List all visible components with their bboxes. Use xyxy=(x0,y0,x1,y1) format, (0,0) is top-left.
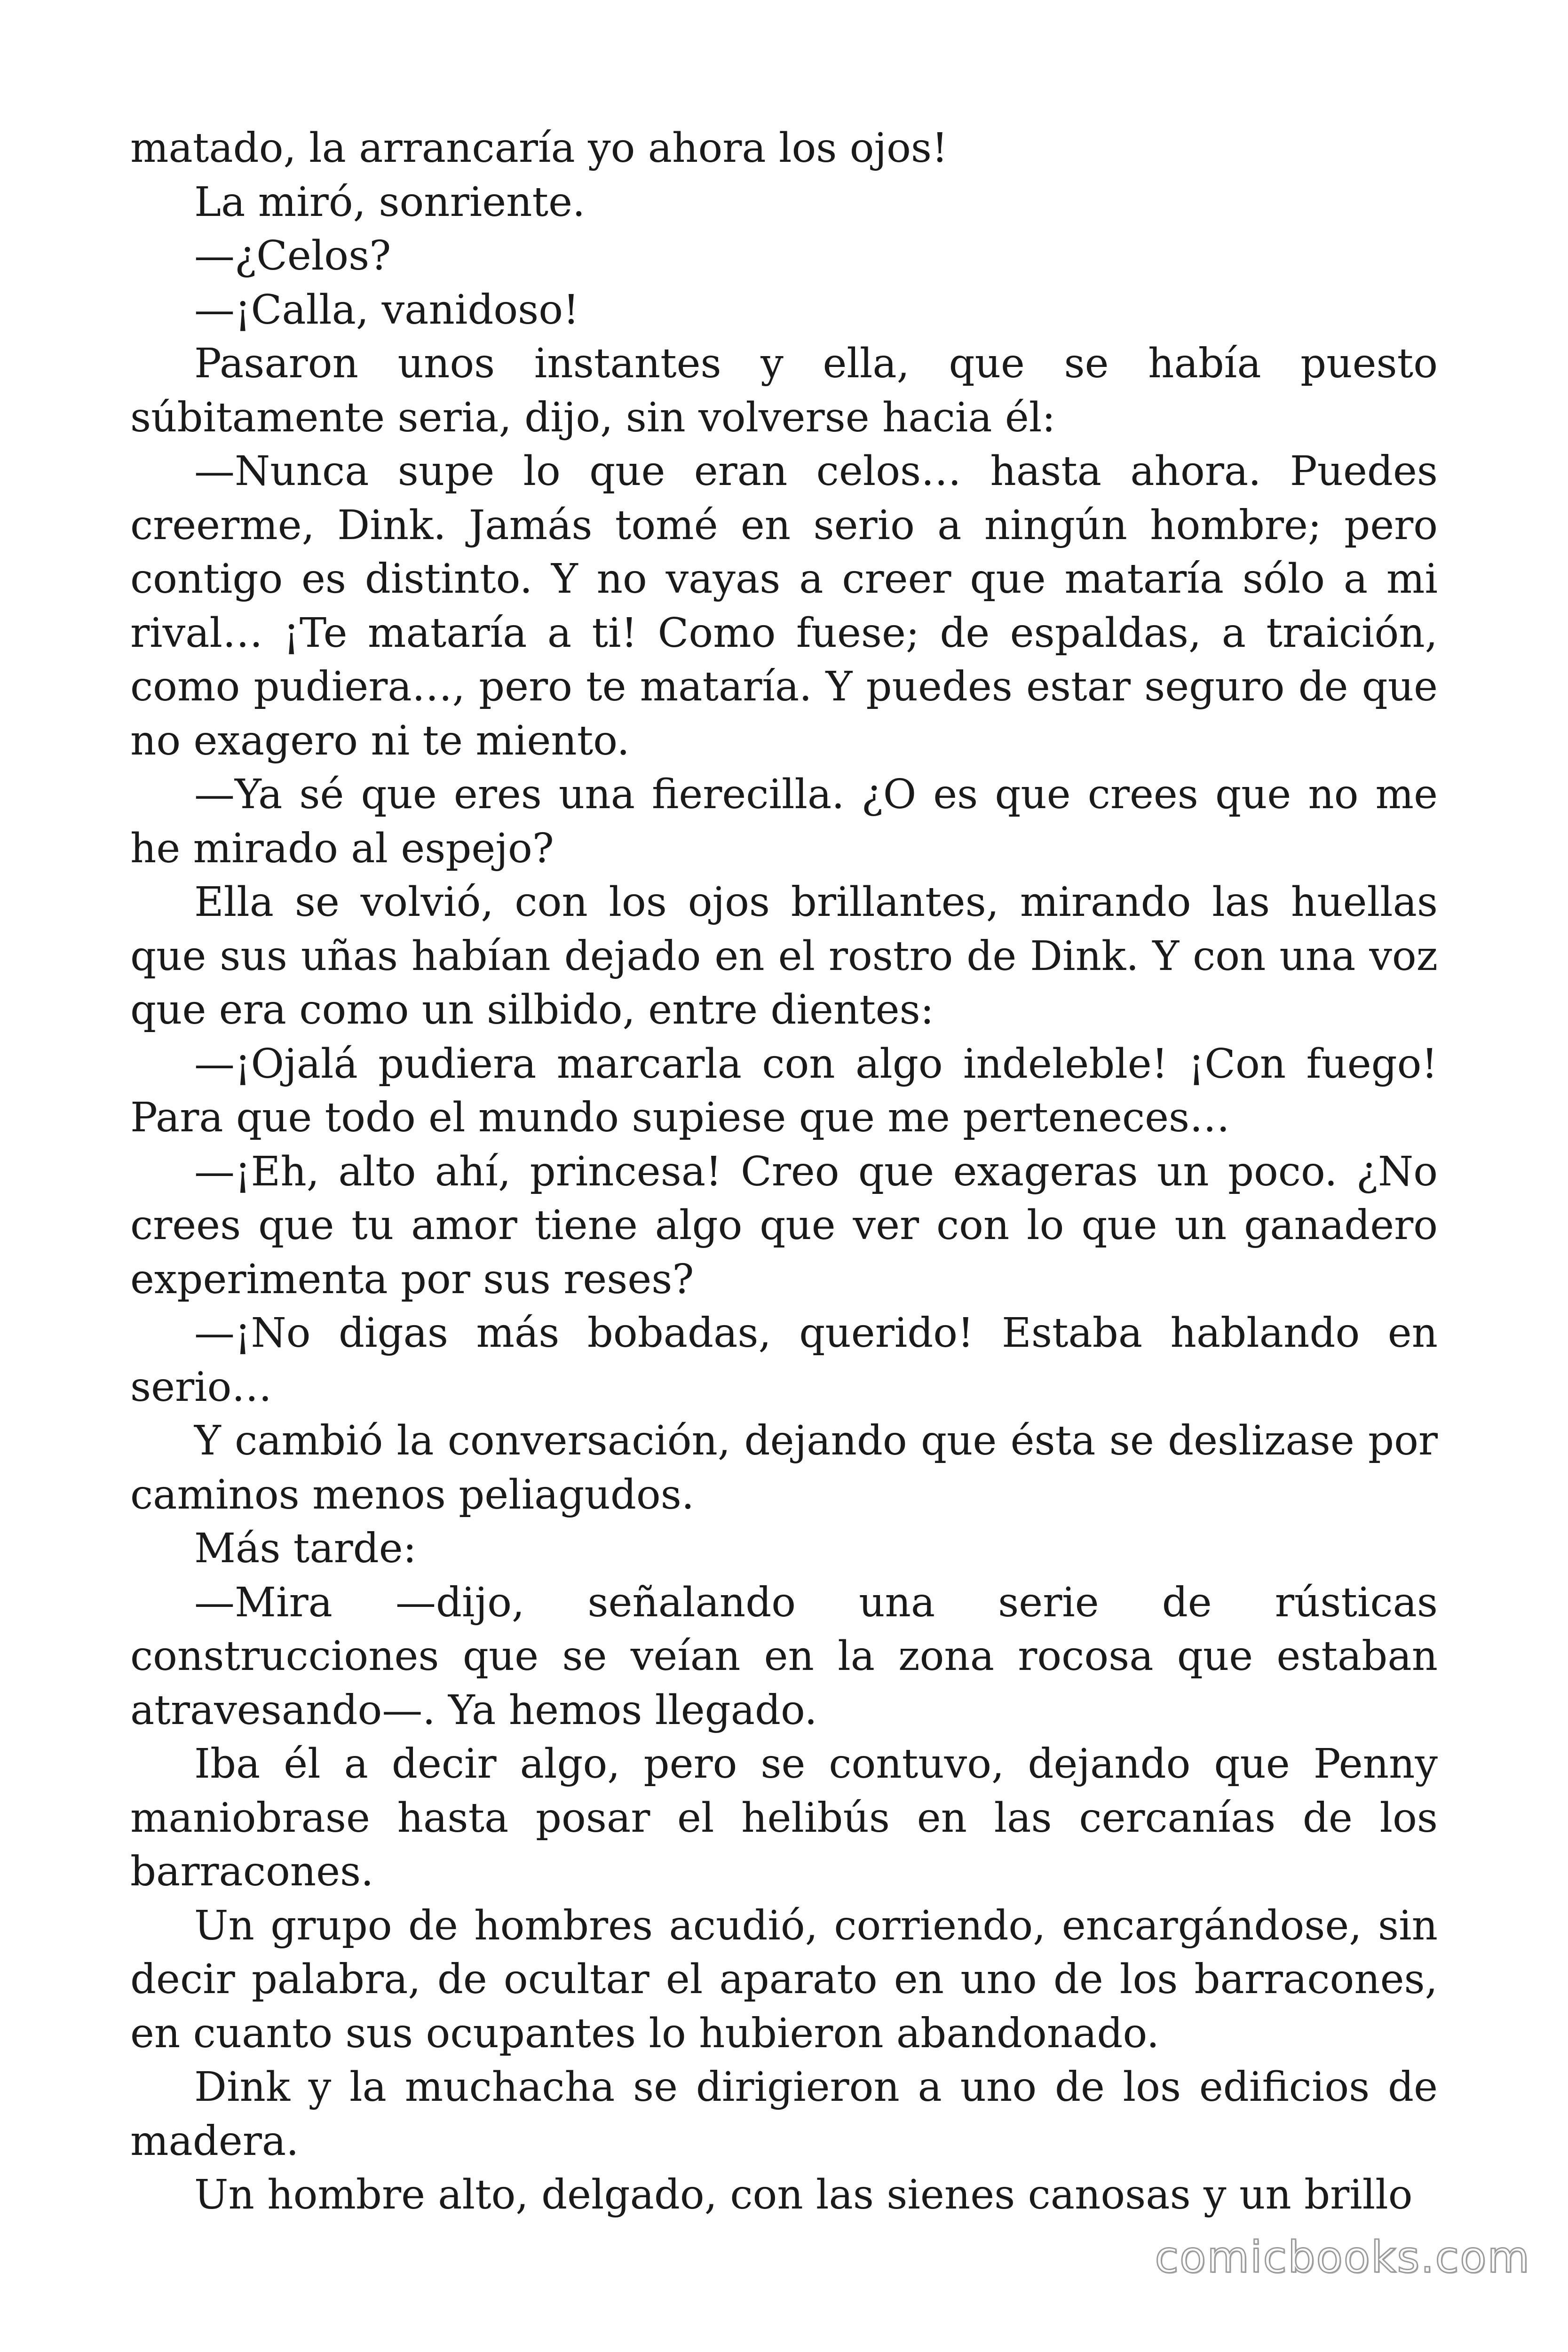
paragraph-17: Dink y la muchacha se dirigieron a uno de los edificios de madera. xyxy=(130,2064,1438,2165)
book-page-text xyxy=(130,121,1438,2222)
paragraph-14: —Mira —dijo, señalando una serie de rústicas construcciones que se veían en la zona rocosa que estaban atravesando—. Ya hemos llegado. xyxy=(130,1579,1438,1734)
paragraph-10: —¡Eh, alto ahí, princesa! Creo que exageras un poco. ¿No crees que tu amor tiene algo que ver con lo que un ganadero experimenta por sus reses? xyxy=(130,1148,1438,1303)
paragraph-2: La miró, sonriente. xyxy=(194,178,586,226)
paragraph-16: Un grupo de hombres acudió, corriendo, encargándose, sin decir palabra, de ocultar el aparato en uno de los barracones, en cuanto sus ocupantes lo hubieron abandonado. xyxy=(130,1902,1438,2057)
paragraph-6: —Nunca supe lo que eran celos… hasta ahora. Puedes creerme, Dink. Jamás tomé en serio a ningún hombre; pero contigo es distinto. Y no vayas a creer que mataría sólo a mi rival… ¡Te mataría a ti! Como fuese; de espaldas, a traición, como pudiera…, pero te mataría. Y puedes estar seguro de que no exagero ni te miento. xyxy=(130,448,1438,764)
paragraph-9: —¡Ojalá pudiera marcarla con algo indeleble! ¡Con fuego! Para que todo el mundo supiese que me perteneces… xyxy=(130,1040,1438,1141)
watermark-logo: comicbooks.com xyxy=(1155,2232,1530,2282)
paragraph-8: Ella se volvió, con los ojos brillantes, mirando las huellas que sus uñas habían dejado en el rostro de Dink. Y con una voz que era como un silbido, entre dientes: xyxy=(130,879,1438,1033)
paragraph-5: Pasaron unos instantes y ella, que se había puesto súbitamente seria, dijo, sin volverse hacia él: xyxy=(130,340,1438,441)
paragraph-18: Un hombre alto, delgado, con las sienes canosas y un brillo xyxy=(194,2171,1413,2218)
paragraph-3: —¿Celos? xyxy=(194,232,391,279)
paragraph-12: Y cambió la conversación, dejando que ésta se deslizase por caminos menos peliagudos. xyxy=(130,1417,1438,1518)
paragraph-7: —Ya sé que eres una fierecilla. ¿O es que crees que no me he mirado al espejo? xyxy=(130,771,1438,872)
paragraph-13: Más tarde: xyxy=(194,1525,417,1572)
paragraph-11: —¡No digas más bobadas, querido! Estaba hablando en serio… xyxy=(130,1310,1438,1411)
paragraph-1: matado, la arrancaría yo ahora los ojos! xyxy=(130,125,948,172)
paragraph-4: —¡Calla, vanidoso! xyxy=(194,286,579,334)
paragraph-15: Iba él a decir algo, pero se contuvo, dejando que Penny maniobrase hasta posar el helibús en las cercanías de los barracones. xyxy=(130,1740,1438,1895)
